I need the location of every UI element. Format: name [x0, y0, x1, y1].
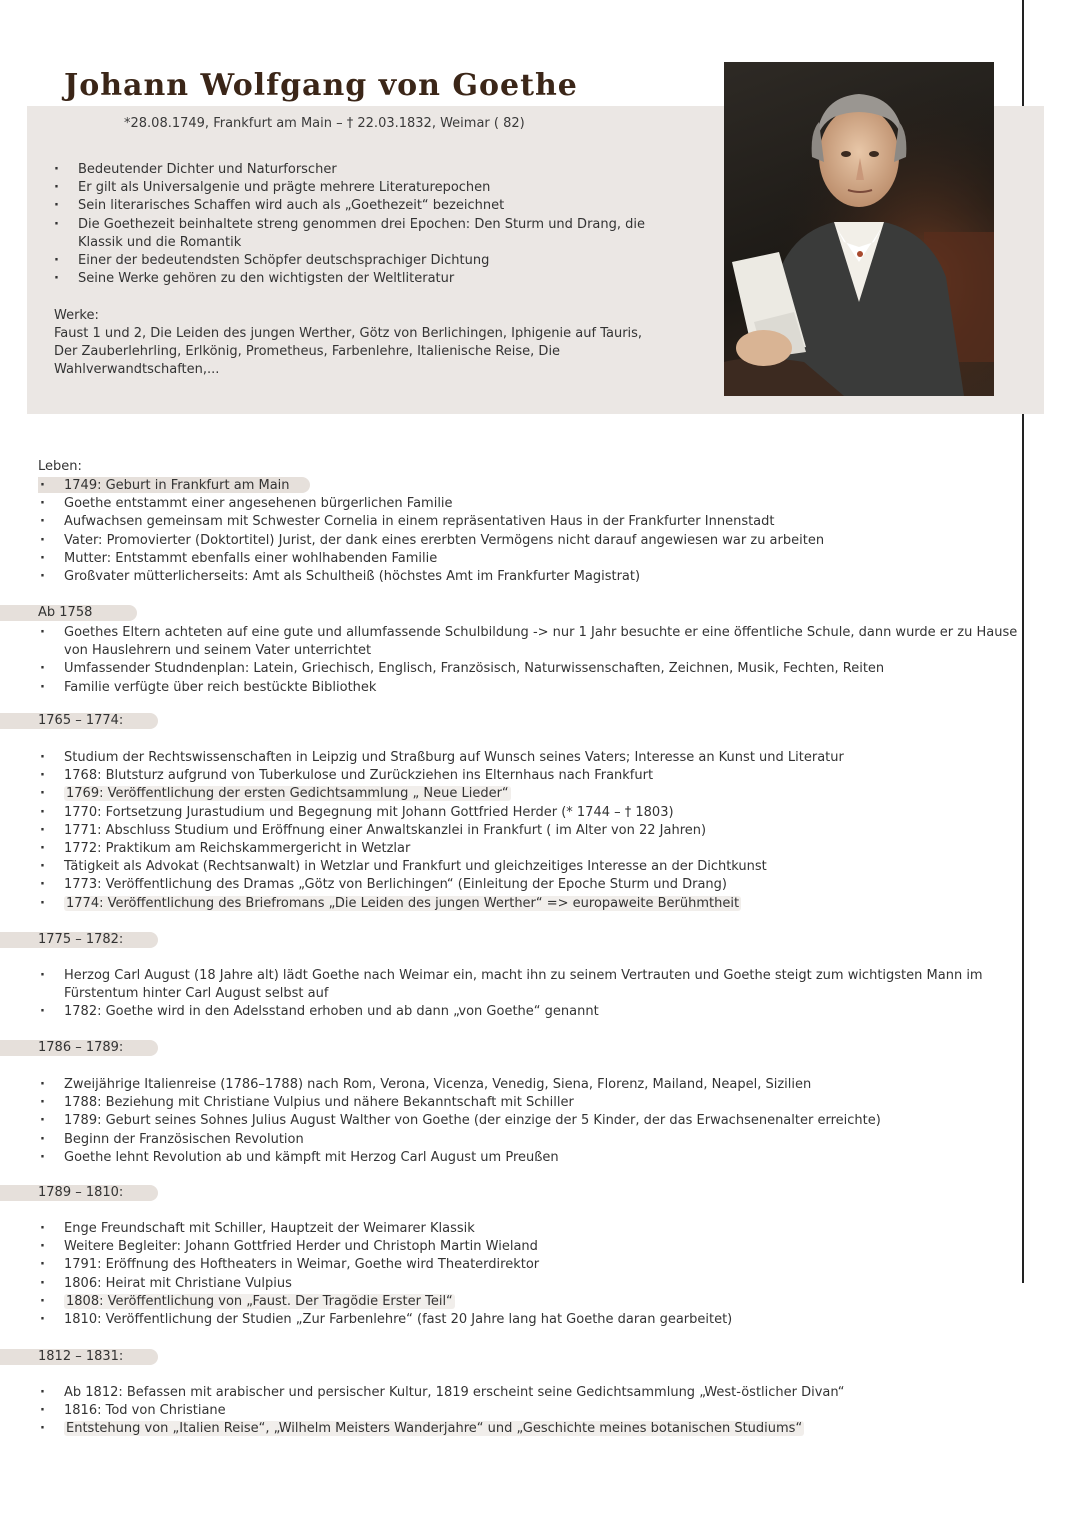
list-item: · Goethe lehnt Revolution ab und kämpft mit Herzog Carl August um Preußen — [38, 1149, 1028, 1167]
list-item — [38, 895, 1028, 913]
section-heading: 1775 – 1782: — [38, 932, 124, 947]
list-item: · Goethe entstammt einer angesehenen bürgerlichen Familie — [38, 495, 1028, 513]
section-list — [38, 1384, 1028, 1439]
section-1765-1774 — [38, 713, 1028, 913]
lifespan: *28.08.1749, Frankfurt am Main – † 22.03.1832, Weimar ( 82) — [124, 116, 525, 131]
section-heading: 1812 – 1831: — [38, 1349, 124, 1364]
list-item: · 1768: Blutsturz aufgrund von Tuberkulose und Zurückziehen ins Elternhaus nach Frankfurt — [38, 767, 1028, 785]
section-heading: 1786 – 1789: — [38, 1040, 124, 1055]
list-item: · 1773: Veröffentlichung des Dramas „Götz von Berlichingen“ (Einleitung der Epoche Sturm und Drang) — [38, 876, 1028, 894]
list-item: · Weitere Begleiter: Johann Gottfried Herder und Christoph Martin Wieland — [38, 1238, 1028, 1256]
section-heading: 1765 – 1774: — [38, 713, 124, 728]
header-bullet-list — [52, 161, 672, 288]
list-item: · Seine Werke gehören zu den wichtigsten der Weltliteratur — [52, 270, 672, 288]
section-heading: 1789 – 1810: — [38, 1185, 124, 1200]
section-1789-1810 — [38, 1185, 1028, 1329]
list-item — [38, 1293, 1028, 1311]
highlighted-text: 1808: Veröffentlichung von „Faust. Der Tragödie Erster Teil“ — [66, 1293, 453, 1309]
list-item: · 1806: Heirat mit Christiane Vulpius — [38, 1275, 1028, 1293]
list-item: · Enge Freundschaft mit Schiller, Hauptzeit der Weimarer Klassik — [38, 1220, 1028, 1238]
list-item: · Tätigkeit als Advokat (Rechtsanwalt) in Wetzlar und Frankfurt und gleichzeitiges Interesse an der Dichtkunst — [38, 858, 1028, 876]
item-text: Geburt in Frankfurt am Main — [101, 478, 290, 493]
list-item: · 1789: Geburt seines Sohnes Julius August Walther von Goethe (der einzige der 5 Kinder, der das Erwachsenenalter erreichte) — [38, 1112, 1028, 1130]
list-item — [38, 1420, 1028, 1438]
list-item: · 1772: Praktikum am Reichskammergericht in Wetzlar — [38, 840, 1028, 858]
highlighted-text: 1769: Veröffentlichung der ersten Gedichtsammlung „ Neue Lieder“ — [66, 786, 509, 802]
section-list — [38, 967, 1028, 1022]
list-item: · Studium der Rechtswissenschaften in Leipzig und Straßburg auf Wunsch seines Vaters; Interesse an Kunst und Literatur — [38, 749, 1028, 767]
page-title: Johann Wolfgang von Goethe — [64, 68, 578, 103]
section-list — [38, 1076, 1028, 1167]
list-item: · Aufwachsen gemeinsam mit Schwester Cornelia in einem repräsentativen Haus in der Frankfurter Innenstadt — [38, 513, 1028, 531]
section-ab-1758 — [38, 605, 1028, 697]
list-item: · 1791: Eröffnung des Hoftheaters in Weimar, Goethe wird Theaterdirektor — [38, 1256, 1028, 1274]
list-item: · Zweijährige Italienreise (1786–1788) nach Rom, Verona, Vicenza, Venedig, Siena, Florenz, Mailand, Neapel, Sizilien — [38, 1076, 1028, 1094]
section-leben — [38, 477, 1028, 586]
item-label: 1749: — [64, 478, 102, 493]
list-item: · Vater: Promovierter (Doktortitel) Jurist, der dank eines ererbten Vermögens nicht darauf angewiesen war zu arbeiten — [38, 532, 1028, 550]
section-1786-1789 — [38, 1040, 1028, 1167]
list-item: · 1770: Fortsetzung Jurastudium und Begegnung mit Johann Gottfried Herder (* 1744 – † 1803) — [38, 804, 1028, 822]
section-1812-1831 — [38, 1349, 1028, 1439]
list-item: · Umfassender Studndenplan: Latein, Griechisch, Englisch, Französisch, Naturwissenschaften, Zeichnen, Musik, Fechten, Reiten — [38, 660, 1028, 678]
list-item: · Goethes Eltern achteten auf eine gute und allumfassende Schulbildung -> nur 1 Jahr besuchte er eine öffentliche Schule, dann wurde er zu Hause von Hauslehrern und seinem Vater unterrichtet — [38, 624, 1028, 660]
leben-label: Leben: — [38, 459, 82, 474]
works-label: Werke: — [54, 308, 99, 323]
section-1775-1782 — [38, 932, 1028, 1022]
list-item: · Ab 1812: Befassen mit arabischer und persischer Kultur, 1819 erscheint seine Gedichtsammlung „West-östlicher Divan“ — [38, 1384, 1028, 1402]
list-item: · Beginn der Französischen Revolution — [38, 1131, 1028, 1149]
list-item: · 1810: Veröffentlichung der Studien „Zur Farbenlehre“ (fast 20 Jahre lang hat Goethe daran gearbeitet) — [38, 1311, 1028, 1329]
list-item: · Die Goethezeit beinhaltete streng genommen drei Epochen: Den Sturm und Drang, die Klassik und die Romantik — [52, 216, 672, 252]
list-item: · Herzog Carl August (18 Jahre alt) lädt Goethe nach Weimar ein, macht ihn zu seinem Vertrauten und Goethe steigt zum wichtigsten Mann im Fürstentum hinter Carl August selbst auf — [38, 967, 1028, 1003]
list-item: · Mutter: Entstammt ebenfalls einer wohlhabenden Familie — [38, 550, 1028, 568]
list-item: · Bedeutender Dichter und Naturforscher — [52, 161, 672, 179]
section-list — [38, 749, 1028, 913]
highlighted-text: Entstehung von „Italien Reise“, „Wilhelm Meisters Wanderjahre“ und „Geschichte meines botanischen Studiums“ — [66, 1421, 803, 1437]
list-item: · 1816: Tod von Christiane — [38, 1402, 1028, 1420]
section-list — [38, 1220, 1028, 1329]
list-item: · 1782: Goethe wird in den Adelsstand erhoben und ab dann „von Goethe“ genannt — [38, 1003, 1028, 1021]
section-list — [38, 477, 1028, 586]
list-item — [38, 477, 1028, 495]
list-item — [38, 785, 1028, 803]
list-item: · 1788: Beziehung mit Christiane Vulpius und nähere Bekanntschaft mit Schiller — [38, 1094, 1028, 1112]
section-heading: Ab 1758 — [38, 605, 93, 620]
list-item: · Er gilt als Universalgenie und prägte mehrere Literaturepochen — [52, 179, 672, 197]
works-text: Faust 1 und 2, Die Leiden des jungen Werther, Götz von Berlichingen, Iphigenie auf Tauris, Der Zauberlehrling, Erlkönig, Prometheus, Farbenlehre, Italienische Reise, Die Wahlverwandtschaften,... — [54, 326, 643, 377]
list-item: · Einer der bedeutendsten Schöpfer deutschsprachiger Dichtung — [52, 252, 672, 270]
list-item: · Großvater mütterlicherseits: Amt als Schultheiß (höchstes Amt im Frankfurter Magistrat) — [38, 568, 1028, 586]
list-item: · Familie verfügte über reich bestückte Bibliothek — [38, 679, 1028, 697]
list-item: · Sein literarisches Schaffen wird auch als „Goethezeit“ bezeichnet — [52, 197, 672, 215]
highlighted-text: 1774: Veröffentlichung des Briefromans „Die Leiden des jungen Werther“ => europaweite Berühmtheit — [66, 895, 740, 911]
portrait-image — [724, 62, 994, 396]
section-list — [38, 624, 1028, 697]
list-item: · 1771: Abschluss Studium und Eröffnung einer Anwaltskanzlei in Frankfurt ( im Alter von 22 Jahren) — [38, 822, 1028, 840]
